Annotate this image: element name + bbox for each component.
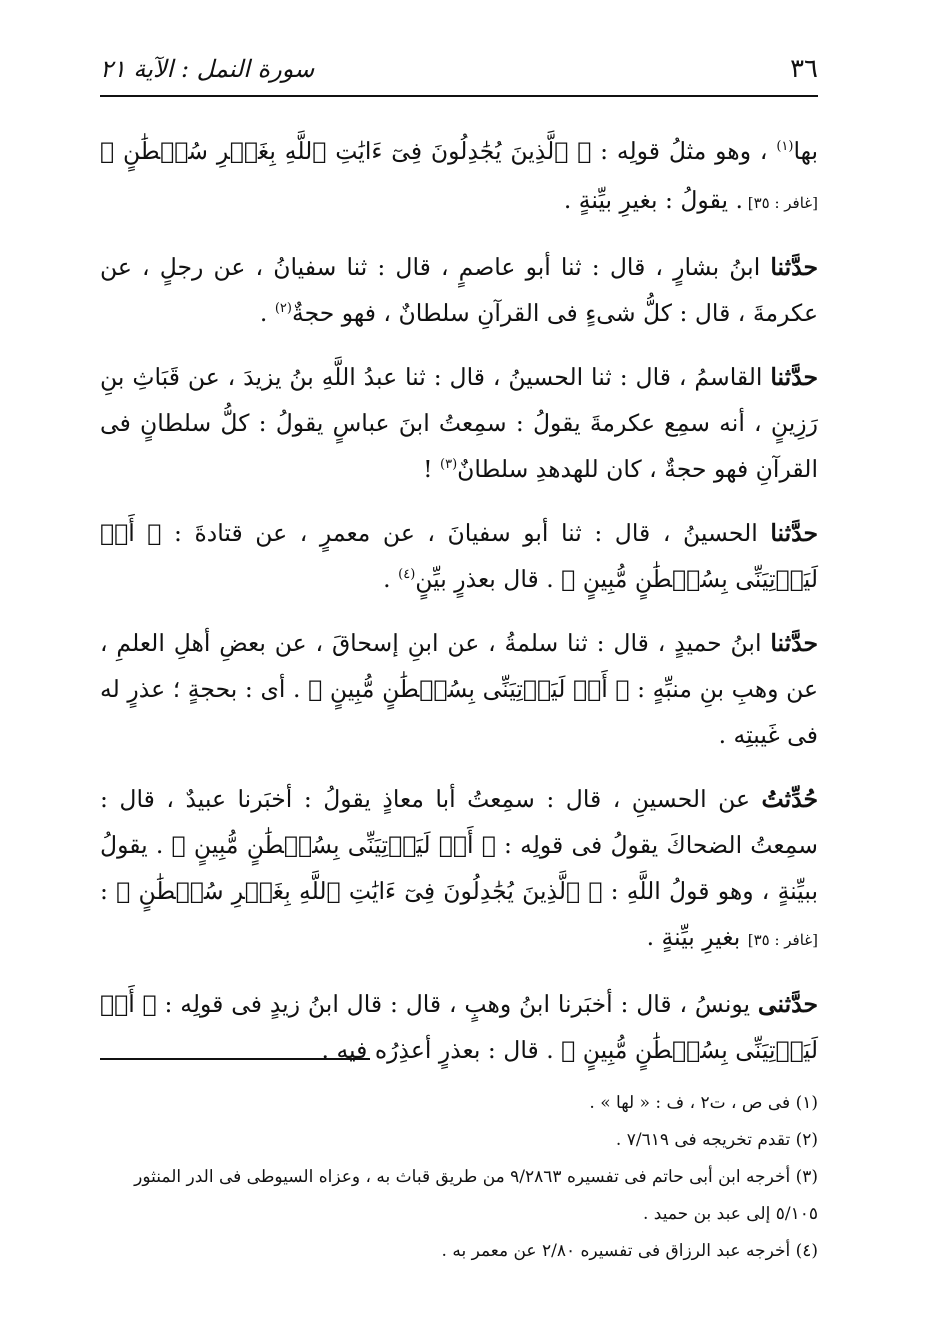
paragraph-text: . (383, 565, 399, 593)
paragraph-text: . يقولُ ببيِّنةٍ ، وهو قولُ اللَّهِ : (100, 831, 818, 905)
footnote-marker: (٣) (440, 457, 458, 473)
main-text (100, 128, 818, 1091)
paragraph-text: ! (423, 455, 441, 483)
quran-verse: ﴿ ٱلَّذِينَ يُجَٰدِلُونَ فِىٓ ءَايَٰتِ ٱللَّهِ بِغَيۡرِ سُلۡطَٰنٍ ﴾ (116, 877, 603, 905)
quran-verse: ﴿ أَوۡ لَيَأۡتِيَنِّى بِسُلۡطَٰنٍ مُّبِينٍ ﴾ (100, 519, 818, 593)
footnote-separator (100, 1058, 370, 1060)
quran-verse: ﴿ أَوۡ لَيَأۡتِيَنِّى بِسُلۡطَٰنٍ مُّبِينٍ ﴾ (171, 831, 496, 859)
paragraph (100, 620, 818, 758)
page-header (100, 50, 818, 88)
paragraph-text: يونسُ ، قال : أخبَرنا ابنُ وهبٍ ، قال : قال ابنُ زيدٍ فى قولِه : (156, 990, 758, 1018)
quran-verse: ﴿ أَوۡ لَيَأۡتِيَنِّى بِسُلۡطَٰنٍ مُّبِينٍ ﴾ (308, 675, 630, 703)
paragraph-text: . يقولُ : بغيرِ بيِّنةٍ . (563, 186, 743, 214)
paragraph-text: عن الحسينِ ، قال : سمِعتُ أبا معاذٍ يقولُ : أخبَرنا عبيدٌ ، قال : سمِعتُ الضحاكَ يقولُ فى قولِه : (100, 785, 818, 859)
quran-verse: ﴿ أَوۡ لَيَأۡتِيَنِّى بِسُلۡطَٰنٍ مُّبِينٍ ﴾ (100, 990, 818, 1064)
paragraph-text: ، وهو مثلُ قولِه : (591, 137, 777, 165)
footnote-marker: (٤) (398, 567, 416, 583)
footnote-marker: (١) (776, 139, 794, 155)
narration-lead: حدَّثنا (770, 363, 818, 391)
book-page (100, 40, 818, 1300)
paragraph (100, 244, 818, 336)
narration-lead: حدَّثنا (770, 629, 818, 657)
page-number: ٣٦ (790, 54, 818, 84)
running-title: سورة النمل : الآية ٢١ (100, 55, 315, 83)
verse-reference: [غافر : ٣٥] (747, 931, 818, 949)
footnote: (٢) تقدم تخريجه فى ٧/٦١٩ . (615, 1130, 818, 1150)
paragraph-text: ابنُ حميدٍ ، قال : ثنا سلمةُ ، عن ابنِ إسحاقَ ، عن بعضِ أهلِ العلمِ ، عن وهبِ بنِ منبِّهٍ : (100, 629, 819, 703)
paragraph-text: . (259, 299, 275, 327)
narration-lead: حدَّثنا (770, 253, 818, 281)
paragraph-text: بها (793, 137, 818, 165)
paragraph-text: القاسمُ ، قال : ثنا الحسينُ ، قال : ثنا عبدُ اللَّهِ بنُ يزيدَ ، عن قَبَاثِ بنِ رَزِينٍ ، أنه سمِع عكرمةَ يقولُ : سمِعتُ ابنَ عباسٍ يقولُ : كلُّ سلطانٍ فى القرآنِ فهو حجةٌ ، كان للهدهدِ سلطانٌ (100, 363, 818, 483)
paragraph-text: . أى : بحجةٍ ؛ عذرٍ له فى غَيبتِه . (100, 675, 818, 749)
paragraph-text: ابنُ بشارٍ ، قال : ثنا أبو عاصمٍ ، قال : ثنا سفيانُ ، عن رجلٍ ، عن عكرمةَ ، قال : كلُّ شىءٍ فى القرآنِ سلطانٌ ، فهو حجةٌ (100, 253, 818, 327)
footnote: (١) فى ص ، ت٢ ، ف : « لها » . (589, 1093, 818, 1113)
narration-lead: حُدِّثتُ (761, 785, 818, 813)
footnote: (٣) أخرجه ابن أبى حاتم فى تفسيره ٩/٢٨٦٣ من طريق قباث به ، وعزاه السيوطى فى الدر المنثور ٥/١٠٥ إلى عبد بن حميد . (134, 1167, 818, 1224)
paragraph-text: الحسينُ ، قال : ثنا أبو سفيانَ ، عن معمرٍ ، عن قتادةَ : (161, 519, 771, 547)
narration-lead: حدَّثنى (757, 990, 818, 1018)
footnotes (100, 1085, 818, 1270)
paragraph-text: : (100, 877, 117, 905)
paragraph-text: . قال بعذرٍ بيِّنٍ (415, 565, 562, 593)
paragraph-text: . قال : بعذرٍ أعذِرُه فيه . (321, 1036, 562, 1064)
paragraph-text: بغيرِ بيِّنةٍ . (646, 923, 748, 951)
paragraph (100, 510, 818, 602)
footnote: (٤) أخرجه عبد الرزاق فى تفسيره ٢/٨٠ عن معمر به . (441, 1241, 818, 1261)
footnote-marker: (٢) (274, 301, 292, 317)
header-rule (100, 95, 818, 97)
quran-verse: ﴿ ٱلَّذِينَ يُجَٰدِلُونَ فِىٓ ءَايَٰتِ ٱللَّهِ بِغَيۡرِ سُلۡطَٰنٍ ﴾ (100, 137, 592, 165)
paragraph (100, 128, 818, 226)
paragraph (100, 354, 818, 492)
narration-lead: حدَّثنا (770, 519, 818, 547)
paragraph (100, 776, 818, 963)
verse-reference: [غافر : ٣٥] (742, 194, 818, 212)
